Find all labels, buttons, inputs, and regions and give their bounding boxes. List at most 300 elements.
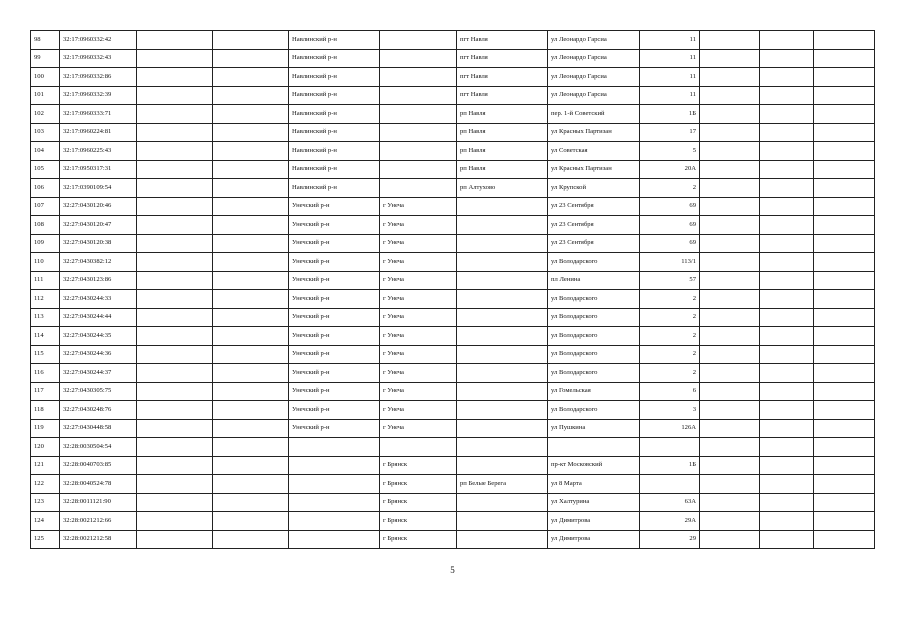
street-cell: ул Володарского [548,364,640,383]
cadastral-number-cell: 32:17:0960332:39 [60,86,137,105]
empty-cell [814,475,875,494]
cadastral-number-cell: 32:28:0030504:54 [60,438,137,457]
table-row [31,401,875,420]
settlement-cell [457,327,548,346]
street-cell: ул 23 Сентября [548,197,640,216]
empty-cell [760,123,814,142]
city-cell: г Унеча [380,253,457,272]
empty-cell [814,271,875,290]
city-cell [380,105,457,124]
district-cell: Унечский р-н [289,253,380,272]
house-number-cell: 11 [640,86,700,105]
empty-cell [213,327,289,346]
city-cell [380,179,457,198]
house-number-cell: 20А [640,160,700,179]
table-row [31,512,875,531]
empty-cell [814,382,875,401]
district-cell: Унечский р-н [289,419,380,438]
street-cell: ул Володарского [548,308,640,327]
cadastral-number-cell: 32:27:0430244:33 [60,290,137,309]
row-number-cell: 119 [31,419,60,438]
row-number-cell: 113 [31,308,60,327]
empty-cell [760,290,814,309]
empty-cell [760,382,814,401]
empty-cell [814,308,875,327]
empty-cell [700,123,760,142]
city-cell: г Унеча [380,419,457,438]
empty-cell [760,512,814,531]
empty-cell [700,530,760,549]
cadastral-number-cell: 32:27:0430123:86 [60,271,137,290]
empty-cell [814,105,875,124]
cadastral-number-cell: 32:17:0950317:31 [60,160,137,179]
street-cell: ул Димитрова [548,512,640,531]
empty-cell [137,456,213,475]
empty-cell [137,308,213,327]
house-number-cell: 2 [640,364,700,383]
row-number-cell: 110 [31,253,60,272]
empty-cell [814,160,875,179]
empty-cell [700,271,760,290]
empty-cell [760,216,814,235]
city-cell: г Унеча [380,290,457,309]
empty-cell [814,234,875,253]
empty-cell [700,308,760,327]
empty-cell [814,438,875,457]
street-cell: ул 23 Сентября [548,216,640,235]
empty-cell [137,86,213,105]
settlement-cell [457,456,548,475]
city-cell: г Брянск [380,512,457,531]
empty-cell [137,512,213,531]
empty-cell [213,253,289,272]
street-cell: ул Володарского [548,290,640,309]
row-number-cell: 125 [31,530,60,549]
empty-cell [814,86,875,105]
empty-cell [814,142,875,161]
table-row [31,271,875,290]
cadastral-number-cell: 32:27:0430120:38 [60,234,137,253]
cadastral-number-cell: 32:28:0021212:66 [60,512,137,531]
address-table [30,30,875,549]
house-number-cell: 113/1 [640,253,700,272]
empty-cell [700,382,760,401]
table-row [31,438,875,457]
district-cell [289,456,380,475]
empty-cell [814,456,875,475]
empty-cell [700,68,760,87]
empty-cell [213,345,289,364]
empty-cell [213,419,289,438]
district-cell: Унечский р-н [289,234,380,253]
empty-cell [760,438,814,457]
district-cell: Унечский р-н [289,271,380,290]
cadastral-number-cell: 32:28:0011121:90 [60,493,137,512]
empty-cell [213,512,289,531]
district-cell: Унечский р-н [289,308,380,327]
cadastral-number-cell: 32:27:0430244:36 [60,345,137,364]
table-row [31,419,875,438]
empty-cell [137,290,213,309]
empty-cell [814,49,875,68]
cadastral-number-cell: 32:17:0390109:54 [60,179,137,198]
empty-cell [213,401,289,420]
district-cell: Навлинский р-н [289,68,380,87]
settlement-cell: пгт Навля [457,86,548,105]
row-number-cell: 124 [31,512,60,531]
empty-cell [814,253,875,272]
city-cell: г Унеча [380,345,457,364]
table-row [31,49,875,68]
city-cell: г Унеча [380,197,457,216]
cadastral-number-cell: 32:17:0960332:86 [60,68,137,87]
empty-cell [137,68,213,87]
empty-cell [137,364,213,383]
empty-cell [213,234,289,253]
cadastral-number-cell: 32:27:0430248:76 [60,401,137,420]
empty-cell [213,475,289,494]
city-cell: г Унеча [380,364,457,383]
cadastral-number-cell: 32:28:0021212:58 [60,530,137,549]
empty-cell [137,105,213,124]
empty-cell [137,271,213,290]
empty-cell [760,160,814,179]
row-number-cell: 104 [31,142,60,161]
street-cell: пр-кт Московский [548,456,640,475]
row-number-cell: 108 [31,216,60,235]
district-cell: Навлинский р-н [289,179,380,198]
cadastral-number-cell: 32:28:0040703:85 [60,456,137,475]
city-cell [380,31,457,50]
street-cell: ул Володарского [548,345,640,364]
street-cell: ул Димитрова [548,530,640,549]
empty-cell [700,160,760,179]
empty-cell [213,308,289,327]
empty-cell [700,253,760,272]
empty-cell [213,105,289,124]
empty-cell [700,179,760,198]
empty-cell [137,253,213,272]
house-number-cell [640,438,700,457]
settlement-cell [457,530,548,549]
settlement-cell: пгт Навля [457,49,548,68]
street-cell: ул Леонардо Гарсиа [548,68,640,87]
empty-cell [814,327,875,346]
house-number-cell [640,475,700,494]
empty-cell [760,401,814,420]
settlement-cell [457,271,548,290]
cadastral-number-cell: 32:27:0430244:37 [60,364,137,383]
empty-cell [137,438,213,457]
city-cell: г Унеча [380,401,457,420]
empty-cell [137,197,213,216]
empty-cell [213,179,289,198]
district-cell: Навлинский р-н [289,49,380,68]
row-number-cell: 115 [31,345,60,364]
street-cell: ул Советская [548,142,640,161]
row-number-cell: 99 [31,49,60,68]
empty-cell [213,216,289,235]
empty-cell [814,364,875,383]
empty-cell [213,160,289,179]
city-cell [380,49,457,68]
district-cell: Унечский р-н [289,197,380,216]
empty-cell [814,419,875,438]
empty-cell [760,234,814,253]
street-cell: ул 8 Марта [548,475,640,494]
house-number-cell: 1Б [640,105,700,124]
cadastral-number-cell: 32:17:0960225:43 [60,142,137,161]
empty-cell [137,31,213,50]
district-cell [289,512,380,531]
row-number-cell: 123 [31,493,60,512]
page-number: 5 [450,565,455,575]
street-cell: пер. 1-й Советский [548,105,640,124]
cadastral-number-cell: 32:17:0960332:43 [60,49,137,68]
empty-cell [814,123,875,142]
house-number-cell: 63А [640,493,700,512]
settlement-cell [457,216,548,235]
empty-cell [700,364,760,383]
district-cell: Унечский р-н [289,345,380,364]
street-cell: ул Красных Партизан [548,160,640,179]
table-row [31,142,875,161]
city-cell [380,160,457,179]
settlement-cell [457,512,548,531]
empty-cell [814,345,875,364]
empty-cell [760,475,814,494]
empty-cell [760,49,814,68]
house-number-cell: 69 [640,234,700,253]
house-number-cell: 6 [640,382,700,401]
settlement-cell [457,345,548,364]
cadastral-number-cell: 32:27:0430244:44 [60,308,137,327]
city-cell: г Унеча [380,216,457,235]
city-cell: г Унеча [380,382,457,401]
empty-cell [213,364,289,383]
empty-cell [137,475,213,494]
empty-cell [213,493,289,512]
street-cell: ул Леонардо Гарсиа [548,31,640,50]
empty-cell [137,49,213,68]
house-number-cell: 11 [640,68,700,87]
row-number-cell: 116 [31,364,60,383]
empty-cell [760,327,814,346]
empty-cell [700,493,760,512]
row-number-cell: 117 [31,382,60,401]
district-cell: Навлинский р-н [289,160,380,179]
house-number-cell: 57 [640,271,700,290]
empty-cell [137,179,213,198]
city-cell: г Унеча [380,234,457,253]
settlement-cell: рп Навля [457,123,548,142]
city-cell: г Унеча [380,271,457,290]
table-row [31,105,875,124]
district-cell: Навлинский р-н [289,123,380,142]
street-cell: ул Леонардо Гарсиа [548,49,640,68]
street-cell: ул Володарского [548,327,640,346]
table-body [31,31,875,549]
empty-cell [213,438,289,457]
street-cell: ул Володарского [548,401,640,420]
empty-cell [760,253,814,272]
district-cell: Унечский р-н [289,382,380,401]
table-row [31,86,875,105]
settlement-cell [457,197,548,216]
empty-cell [760,364,814,383]
empty-cell [700,327,760,346]
settlement-cell [457,493,548,512]
empty-cell [137,401,213,420]
street-cell: ул Красных Партизан [548,123,640,142]
city-cell: г Унеча [380,308,457,327]
district-cell [289,438,380,457]
house-number-cell: 2 [640,290,700,309]
house-number-cell: 69 [640,197,700,216]
cadastral-number-cell: 32:17:0960332:42 [60,31,137,50]
empty-cell [700,31,760,50]
empty-cell [213,290,289,309]
street-cell: ул Гомельская [548,382,640,401]
district-cell: Навлинский р-н [289,142,380,161]
empty-cell [814,68,875,87]
house-number-cell: 2 [640,308,700,327]
district-cell [289,530,380,549]
street-cell: ул Крупской [548,179,640,198]
empty-cell [137,345,213,364]
empty-cell [137,493,213,512]
street-cell [548,438,640,457]
empty-cell [814,493,875,512]
row-number-cell: 122 [31,475,60,494]
house-number-cell: 126А [640,419,700,438]
city-cell [380,86,457,105]
row-number-cell: 105 [31,160,60,179]
house-number-cell: 11 [640,49,700,68]
empty-cell [700,456,760,475]
row-number-cell: 107 [31,197,60,216]
row-number-cell: 102 [31,105,60,124]
table-row [31,216,875,235]
empty-cell [700,401,760,420]
empty-cell [137,530,213,549]
empty-cell [213,271,289,290]
house-number-cell: 11 [640,31,700,50]
row-number-cell: 121 [31,456,60,475]
empty-cell [700,475,760,494]
district-cell: Навлинский р-н [289,105,380,124]
table-row [31,253,875,272]
empty-cell [137,327,213,346]
empty-cell [700,512,760,531]
city-cell: г Брянск [380,530,457,549]
settlement-cell: рп Навля [457,105,548,124]
table-row [31,327,875,346]
empty-cell [760,271,814,290]
district-cell: Унечский р-н [289,364,380,383]
district-cell: Унечский р-н [289,216,380,235]
empty-cell [213,142,289,161]
empty-cell [760,308,814,327]
row-number-cell: 112 [31,290,60,309]
empty-cell [814,179,875,198]
empty-cell [213,123,289,142]
settlement-cell [457,253,548,272]
cadastral-number-cell: 32:27:0430120:47 [60,216,137,235]
settlement-cell [457,308,548,327]
empty-cell [137,216,213,235]
street-cell: ул Володарского [548,253,640,272]
empty-cell [700,197,760,216]
street-cell: ул Халтурина [548,493,640,512]
district-cell: Унечский р-н [289,290,380,309]
empty-cell [814,290,875,309]
street-cell: ул 23 Сентября [548,234,640,253]
settlement-cell [457,419,548,438]
house-number-cell: 2 [640,327,700,346]
empty-cell [760,345,814,364]
row-number-cell: 109 [31,234,60,253]
cadastral-number-cell: 32:27:0430448:58 [60,419,137,438]
settlement-cell [457,438,548,457]
table-row [31,179,875,198]
row-number-cell: 98 [31,31,60,50]
city-cell: г Брянск [380,475,457,494]
cadastral-number-cell: 32:27:0430305:75 [60,382,137,401]
empty-cell [700,49,760,68]
table-row [31,123,875,142]
empty-cell [760,142,814,161]
table-row [31,234,875,253]
empty-cell [213,456,289,475]
cadastral-number-cell: 32:27:0430382:12 [60,253,137,272]
row-number-cell: 114 [31,327,60,346]
empty-cell [213,530,289,549]
house-number-cell: 29А [640,512,700,531]
table-row [31,31,875,50]
city-cell [380,438,457,457]
empty-cell [137,382,213,401]
empty-cell [137,160,213,179]
empty-cell [700,234,760,253]
cadastral-number-cell: 32:27:0430120:46 [60,197,137,216]
row-number-cell: 106 [31,179,60,198]
settlement-cell: рп Алтухово [457,179,548,198]
house-number-cell: 1Б [640,456,700,475]
empty-cell [814,216,875,235]
table-row [31,197,875,216]
empty-cell [760,105,814,124]
table-row [31,493,875,512]
street-cell: ул Пушкина [548,419,640,438]
house-number-cell: 5 [640,142,700,161]
empty-cell [213,68,289,87]
row-number-cell: 101 [31,86,60,105]
settlement-cell [457,290,548,309]
row-number-cell: 103 [31,123,60,142]
city-cell: г Брянск [380,493,457,512]
empty-cell [760,493,814,512]
empty-cell [814,530,875,549]
table-row [31,382,875,401]
empty-cell [760,456,814,475]
row-number-cell: 111 [31,271,60,290]
settlement-cell: рп Белые Берега [457,475,548,494]
house-number-cell: 29 [640,530,700,549]
table-row [31,160,875,179]
empty-cell [700,438,760,457]
district-cell: Унечский р-н [289,401,380,420]
